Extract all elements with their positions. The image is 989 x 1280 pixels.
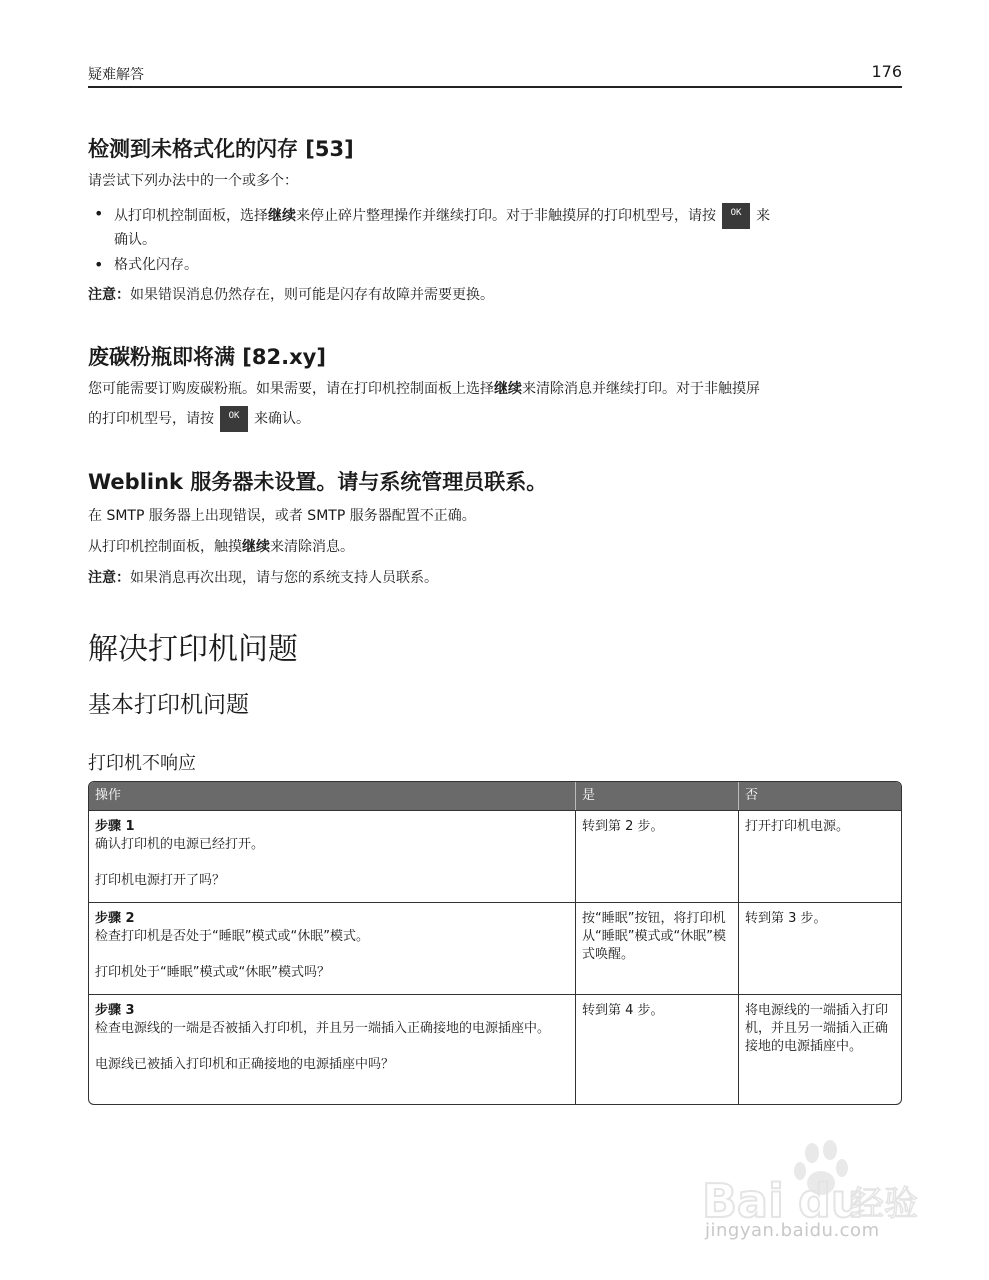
action-cell (89, 994, 576, 1104)
heading-solve-printer-problems: 解决打印机问题 (88, 632, 298, 667)
action-cell (89, 810, 576, 902)
ok-key-icon: OK (220, 406, 248, 432)
waste-toner-paragraph-2: 的打印机型号，请按 OK 来确认。 (88, 406, 310, 432)
watermark-brand: Bai (702, 1174, 784, 1228)
step-label: 步骤 3 (95, 1003, 135, 1018)
list-item: • 格式化闪存。 (88, 254, 902, 276)
column-header-yes: 是 (576, 782, 739, 810)
heading-weblink: Weblink 服务器未设置。请与系统管理员联系。 (88, 470, 548, 494)
ok-key-icon: OK (722, 203, 750, 229)
troubleshooting-table (88, 781, 902, 1105)
step-question: 电源线已被插入打印机和正确接地的电源插座中吗？ (95, 1057, 395, 1072)
continue-term: 继续 (268, 208, 296, 224)
yes-cell: 转到第 4 步。 (576, 994, 739, 1104)
table-row (89, 994, 901, 1104)
watermark-url: jingyan.baidu.com (705, 1220, 880, 1241)
step-question: 打印机电源打开了吗？ (95, 873, 226, 888)
waste-toner-paragraph: 您可能需要订购废碳粉瓶。如果需要，请在打印机控制面板上选择继续来清除消息并继续打印。对于非触摸屏 (88, 381, 760, 397)
column-header-action: 操作 (89, 782, 576, 810)
step-label: 步骤 2 (95, 911, 135, 926)
table-row (89, 810, 901, 902)
flash-note: 注意：如果错误消息仍然存在，则可能是闪存有故障并需要更换。 (88, 287, 494, 303)
watermark-brand-2: du (798, 1174, 864, 1228)
watermark-cn: 经验 (850, 1184, 918, 1224)
yes-cell: 转到第 2 步。 (576, 810, 739, 902)
table-row (89, 902, 901, 994)
flash-intro: 请尝试下列办法中的一个或多个： (88, 173, 298, 189)
heading-waste-toner: 废碳粉瓶即将满 [82.xy] (88, 345, 326, 369)
column-header-no: 否 (739, 782, 901, 810)
step-question: 打印机处于“睡眠”模式或“休眠”模式吗？ (95, 965, 330, 980)
weblink-paragraph-2: 从打印机控制面板，触摸继续来清除消息。 (88, 539, 354, 555)
no-cell: 打开打印机电源。 (739, 810, 901, 902)
page-header (88, 62, 902, 88)
step-description: 确认打印机的电源已经打开。 (95, 837, 265, 852)
no-cell: 转到第 3 步。 (739, 902, 901, 994)
weblink-note: 注意：如果消息再次出现，请与您的系统支持人员联系。 (88, 570, 438, 586)
header-section-title: 疑难解答 (88, 67, 144, 83)
action-cell (89, 902, 576, 994)
heading-unformatted-flash: 检测到未格式化的闪存 [53] (88, 137, 354, 161)
no-cell: 将电源线的一端插入打印机，并且另一端插入正确接地的电源插座中。 (739, 994, 901, 1104)
page-number: 176 (871, 62, 902, 81)
flash-bullet-list (88, 203, 902, 276)
yes-cell: 按“睡眠”按钮，将打印机从“睡眠”模式或“休眠”模式唤醒。 (576, 902, 739, 994)
continue-term: 继续 (494, 381, 522, 397)
step-description: 检查电源线的一端是否被插入打印机，并且另一端插入正确接地的电源插座中。 (95, 1021, 551, 1036)
table-header-row (89, 782, 901, 810)
continue-term: 继续 (242, 539, 270, 555)
heading-printer-not-responding: 打印机不响应 (88, 753, 196, 774)
list-item: • 从打印机控制面板，选择继续来停止碎片整理操作并继续打印。对于非触摸屏的打印机型号，请按 OK 来 确认。 (88, 203, 902, 251)
step-description: 检查打印机是否处于“睡眠”模式或“休眠”模式。 (95, 929, 369, 944)
step-label: 步骤 1 (95, 819, 135, 834)
heading-basic-printer-problems: 基本打印机问题 (88, 692, 249, 718)
weblink-paragraph-1: 在 SMTP 服务器上出现错误，或者 SMTP 服务器配置不正确。 (88, 508, 476, 524)
